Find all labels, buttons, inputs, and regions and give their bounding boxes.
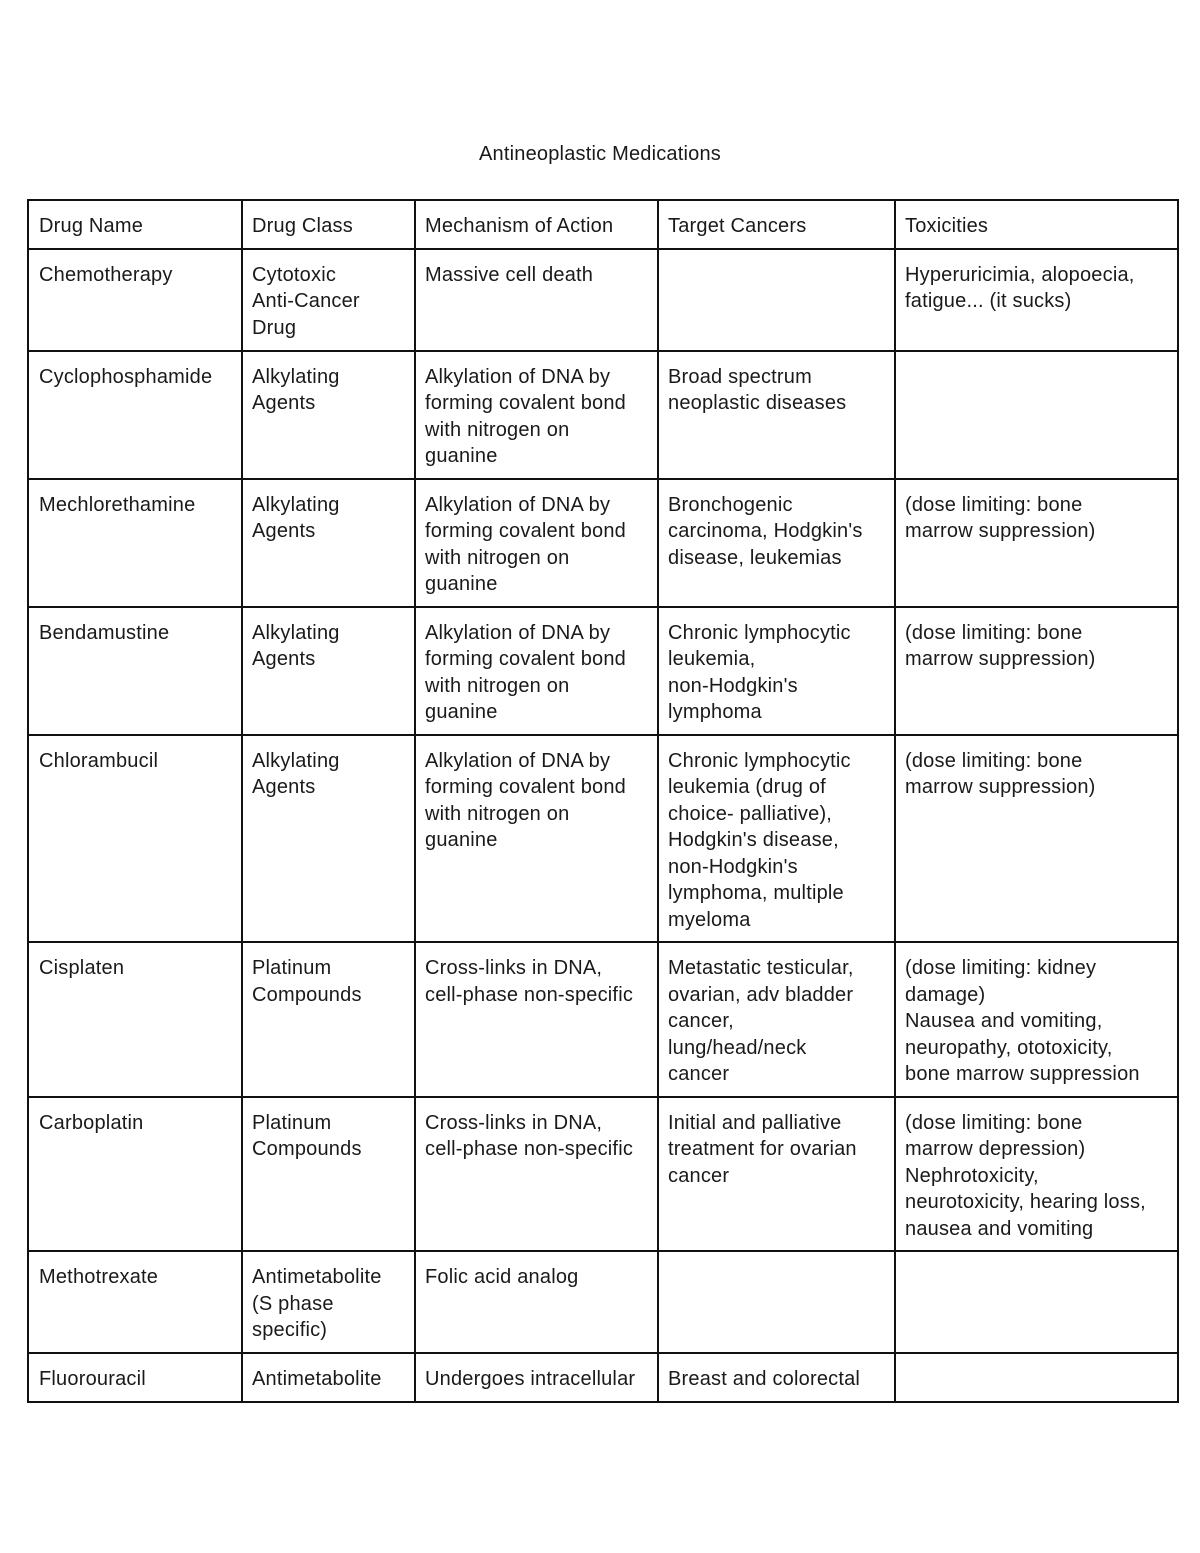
- mechanism-cell: Alkylation of DNA by forming covalent bond with nitrogen on guanine: [415, 479, 658, 607]
- target-cancers-cell: Chronic lymphocytic leukemia, non-Hodgkin's lymphoma: [658, 607, 895, 735]
- mechanism-cell: Undergoes intracellular: [415, 1353, 658, 1402]
- mechanism-cell: Alkylation of DNA by forming covalent bond with nitrogen on guanine: [415, 607, 658, 735]
- mechanism-cell: Folic acid analog: [415, 1251, 658, 1353]
- table-row: [28, 249, 1178, 351]
- table-row: [28, 1251, 1178, 1353]
- page-title: Antineoplastic Medications: [479, 143, 721, 165]
- drug-name-cell: Carboplatin: [28, 1097, 242, 1252]
- drug-name-cell: Bendamustine: [28, 607, 242, 735]
- drug-class-cell: Alkylating Agents: [242, 479, 415, 607]
- toxicities-cell: (dose limiting: kidney damage) Nausea and vomiting, neuropathy, ototoxicity, bone marrow suppression: [895, 942, 1178, 1097]
- drug-class-cell: Antimetabolite (S phase specific): [242, 1251, 415, 1353]
- drug-name-cell: Cyclophosphamide: [28, 351, 242, 479]
- column-header-drug-name: Drug Name: [28, 200, 242, 249]
- drug-class-cell: Alkylating Agents: [242, 351, 415, 479]
- column-header-mechanism: Mechanism of Action: [415, 200, 658, 249]
- mechanism-cell: Alkylation of DNA by forming covalent bond with nitrogen on guanine: [415, 351, 658, 479]
- toxicities-cell: (dose limiting: bone marrow suppression): [895, 735, 1178, 943]
- drug-name-cell: Fluorouracil: [28, 1353, 242, 1402]
- column-header-target-cancers: Target Cancers: [658, 200, 895, 249]
- column-header-drug-class: Drug Class: [242, 200, 415, 249]
- table-row: [28, 1097, 1178, 1252]
- target-cancers-cell: Bronchogenic carcinoma, Hodgkin's disease, leukemias: [658, 479, 895, 607]
- table-row: [28, 1353, 1178, 1402]
- mechanism-cell: Massive cell death: [415, 249, 658, 351]
- drug-name-cell: Cisplaten: [28, 942, 242, 1097]
- drug-class-cell: Alkylating Agents: [242, 735, 415, 943]
- table-row: [28, 735, 1178, 943]
- target-cancers-cell: Breast and colorectal: [658, 1353, 895, 1402]
- drug-name-cell: Mechlorethamine: [28, 479, 242, 607]
- toxicities-cell: (dose limiting: bone marrow suppression): [895, 479, 1178, 607]
- target-cancers-cell: [658, 249, 895, 351]
- mechanism-cell: Cross-links in DNA, cell-phase non-specific: [415, 1097, 658, 1252]
- drug-class-cell: Platinum Compounds: [242, 942, 415, 1097]
- table-row: [28, 351, 1178, 479]
- table-row: [28, 607, 1178, 735]
- toxicities-cell: [895, 1353, 1178, 1402]
- toxicities-cell: [895, 1251, 1178, 1353]
- toxicities-cell: [895, 351, 1178, 479]
- mechanism-cell: Alkylation of DNA by forming covalent bond with nitrogen on guanine: [415, 735, 658, 943]
- drug-name-cell: Chlorambucil: [28, 735, 242, 943]
- drug-name-cell: Methotrexate: [28, 1251, 242, 1353]
- target-cancers-cell: Initial and palliative treatment for ovarian cancer: [658, 1097, 895, 1252]
- drug-table: [27, 199, 1179, 1403]
- target-cancers-cell: Chronic lymphocytic leukemia (drug of choice- palliative), Hodgkin's disease, non-Hodgkin's lymphoma, multiple myeloma: [658, 735, 895, 943]
- drug-name-cell: Chemotherapy: [28, 249, 242, 351]
- drug-class-cell: Cytotoxic Anti-Cancer Drug: [242, 249, 415, 351]
- mechanism-cell: Cross-links in DNA, cell-phase non-specific: [415, 942, 658, 1097]
- table-row: [28, 942, 1178, 1097]
- target-cancers-cell: Metastatic testicular, ovarian, adv bladder cancer, lung/head/neck cancer: [658, 942, 895, 1097]
- drug-class-cell: Alkylating Agents: [242, 607, 415, 735]
- drug-class-cell: Antimetabolite: [242, 1353, 415, 1402]
- target-cancers-cell: [658, 1251, 895, 1353]
- target-cancers-cell: Broad spectrum neoplastic diseases: [658, 351, 895, 479]
- header-row: [28, 200, 1178, 249]
- toxicities-cell: Hyperuricimia, alopoecia, fatigue... (it sucks): [895, 249, 1178, 351]
- column-header-toxicities: Toxicities: [895, 200, 1178, 249]
- toxicities-cell: (dose limiting: bone marrow depression) Nephrotoxicity, neurotoxicity, hearing loss, nausea and vomiting: [895, 1097, 1178, 1252]
- toxicities-cell: (dose limiting: bone marrow suppression): [895, 607, 1178, 735]
- drug-class-cell: Platinum Compounds: [242, 1097, 415, 1252]
- table-row: [28, 479, 1178, 607]
